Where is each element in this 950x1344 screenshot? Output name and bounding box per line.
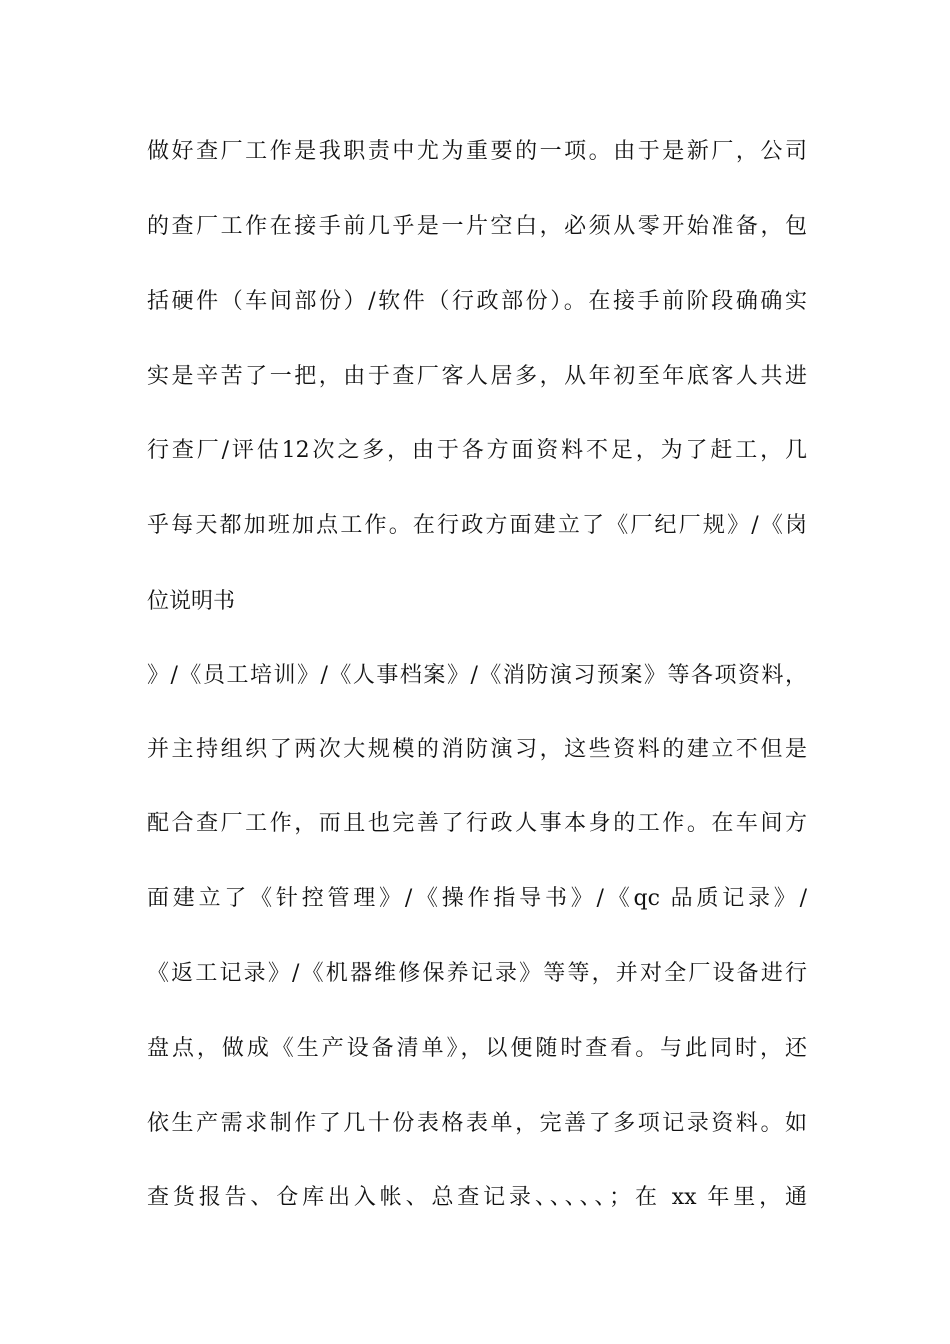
paragraph-line: 《返工记录》/《机器维修保养记录》等等，并对全厂设备进行 [147,961,807,986]
paragraph-line: 面建立了《针控管理》/《操作指导书》/《qc 品质记录》/ [147,886,807,911]
paragraph-line: 行查厂/评估12次之多，由于各方面资料不足，为了赶工，几 [147,438,807,463]
paragraph-line: 实是辛苦了一把，由于查厂客人居多，从年初至年底客人共进 [147,364,807,389]
paragraph-line: 依生产需求制作了几十份表格表单，完善了多项记录资料。如 [147,1111,807,1136]
paragraph-line: 配合查厂工作，而且也完善了行政人事本身的工作。在车间方 [147,811,807,836]
paragraph-line: 》/《员工培训》/《人事档案》/《消防演习预案》等各项资料， [147,663,807,688]
paragraph-line: 做好查厂工作是我职责中尤为重要的一项。由于是新厂，公司 [147,139,807,164]
paragraph-line: 位说明书 [147,589,236,614]
paragraph-line: 乎每天都加班加点工作。在行政方面建立了《厂纪厂规》/《岗 [147,513,807,538]
paragraph-line: 括硬件（车间部份）/软件（行政部份）。在接手前阶段确确实 [147,289,807,314]
paragraph-line: 的查厂工作在接手前几乎是一片空白，必须从零开始准备，包 [147,214,807,239]
paragraph-line: 盘点，做成《生产设备清单》，以便随时查看。与此同时，还 [147,1036,807,1061]
paragraph-line: 查货报告、仓库出入帐、总查记录、、、、、；在 xx 年里，通 [147,1185,807,1210]
paragraph-line: 并主持组织了两次大规模的消防演习，这些资料的建立不但是 [147,737,807,762]
